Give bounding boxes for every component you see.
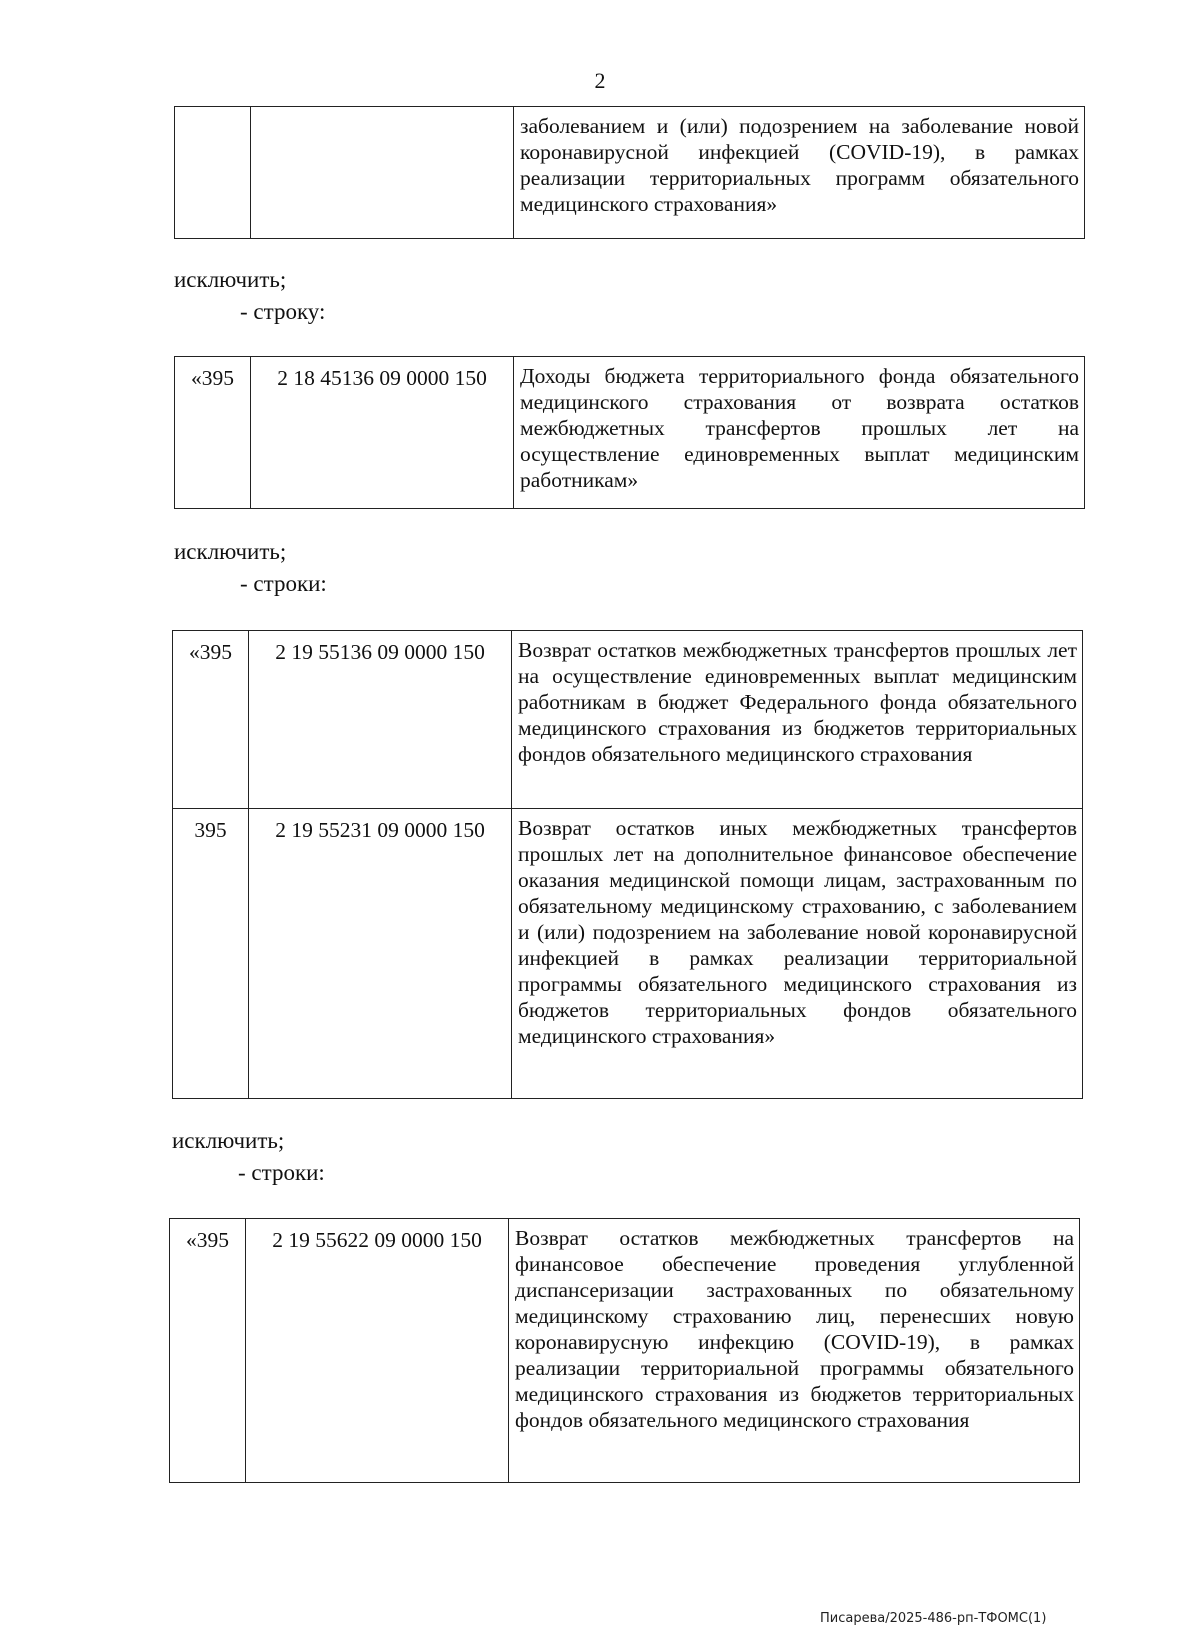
description-cell: Возврат остатков иных межбюджетных трансфертов прошлых лет на дополнительное финансовое обеспечение оказания медицинской помощи лицам, застрахованным по обязательному медицинскому страхованию, с заболеванием и (или) подозрением на заболевание новой коронавирусной инфекцией в рамках реализации территориальной программы обязательного медицинского страхования из бюджетов территориальных фондов обязательного медицинского страхования»	[512, 809, 1083, 1099]
page-number: 2	[594, 68, 606, 93]
admin-code-cell: «395	[170, 1219, 246, 1483]
excluded-rows-table	[172, 630, 1083, 1099]
description-cell: Доходы бюджета территориального фонда обязательного медицинского страхования от возврата остатков межбюджетных трансфертов прошлых лет на осуществление единовременных выплат медицинским работникам»	[514, 357, 1085, 509]
table-row	[175, 357, 1085, 509]
description-cell: заболеванием и (или) подозрением на заболевание новой коронавирусной инфекцией (COVID-19), в рамках реализации территориальных программ обязательного медицинского страхования»	[514, 107, 1085, 239]
admin-code-cell: «395	[175, 357, 251, 509]
excluded-row-table	[174, 356, 1085, 509]
directive-exclude: исключить;	[172, 1128, 285, 1153]
table-row	[173, 809, 1083, 1099]
directive-target: - строки:	[240, 571, 327, 596]
admin-code-cell: 395	[173, 809, 249, 1099]
budget-code-cell	[251, 107, 514, 239]
document-reference: Писарева/2025-486-рп-ТФОМС(1)	[820, 1611, 1047, 1626]
directive-exclude: исключить;	[174, 539, 287, 564]
directive-exclude: исключить;	[174, 267, 287, 292]
description-cell: Возврат остатков межбюджетных трансфертов на финансовое обеспечение проведения углубленной диспансеризации застрахованных по обязательному медицинскому страхованию лиц, перенесших новую коронавирусную инфекцию (COVID-19), в рамках реализации территориальной программы обязательного медицинского страхования из бюджетов территориальных фондов обязательного медицинского страхования	[509, 1219, 1080, 1483]
budget-code-cell: 2 19 55136 09 0000 150	[249, 631, 512, 809]
admin-code-cell: «395	[173, 631, 249, 809]
table-row	[170, 1219, 1080, 1483]
budget-code-cell: 2 18 45136 09 0000 150	[251, 357, 514, 509]
excluded-row-table	[169, 1218, 1080, 1483]
admin-code-cell	[175, 107, 251, 239]
budget-code-cell: 2 19 55622 09 0000 150	[246, 1219, 509, 1483]
directive-target: - строку:	[240, 299, 326, 324]
continued-row-table	[174, 106, 1085, 239]
directive-target: - строки:	[238, 1160, 325, 1185]
description-cell: Возврат остатков межбюджетных трансфертов прошлых лет на осуществление единовременных выплат медицинским работникам в бюджет Федерального фонда обязательного медицинского страхования из бюджетов территориальных фондов обязательного медицинского страхования	[512, 631, 1083, 809]
budget-code-cell: 2 19 55231 09 0000 150	[249, 809, 512, 1099]
table-row	[175, 107, 1085, 239]
table-row	[173, 631, 1083, 809]
